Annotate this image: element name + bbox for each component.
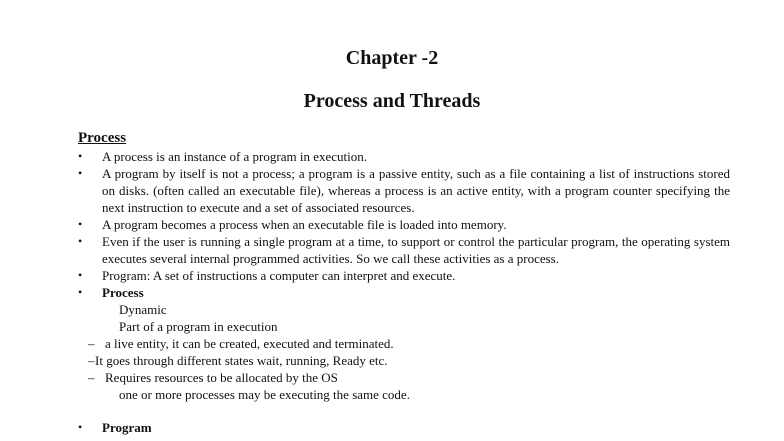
- page-title: Process and Threads: [303, 90, 481, 112]
- bullet-icon: •: [78, 166, 83, 180]
- list-item-text: A program becomes a process when an executable file is loaded into memory.: [102, 217, 507, 232]
- section-heading-process: Process: [78, 130, 127, 146]
- bullet-icon: •: [78, 285, 83, 299]
- process-sub-line: Dynamic: [119, 302, 167, 317]
- dash-icon: –: [88, 370, 95, 385]
- bullet-icon: •: [78, 149, 83, 163]
- list-item: [78, 233, 730, 267]
- bullet-icon: •: [78, 268, 83, 282]
- dash-item: [78, 352, 730, 369]
- dash-item: [78, 335, 730, 352]
- list-item: [78, 148, 730, 165]
- list-item-text: Program: A set of instructions a computer can interpret and execute.: [102, 268, 456, 283]
- dash-icon: –: [88, 353, 95, 368]
- dash-item-text: It goes through different states wait, running, Ready etc.: [95, 353, 388, 368]
- bullet-list: [78, 148, 730, 436]
- spacer: [78, 403, 730, 419]
- dash-item-text: Requires resources to be allocated by the OS: [105, 370, 338, 385]
- list-item-text: Even if the user is running a single program at a time, to support or control the particular program, the operating system executes several internal programmed activities. So we call these activities as a process.: [102, 234, 730, 266]
- dash-item-text: a live entity, it can be created, executed and terminated.: [105, 336, 394, 351]
- list-item-program: [78, 419, 730, 436]
- dash-item: [78, 369, 730, 386]
- list-item: [78, 165, 730, 216]
- list-item: [78, 267, 730, 284]
- dash-icon: –: [88, 336, 95, 351]
- bullet-icon: •: [78, 420, 83, 434]
- list-item: [78, 216, 730, 233]
- list-item-text: A program by itself is not a process; a program is a passive entity, such as a file containing a list of instructions stored on disks. (often called an executable file), whereas a process is an active entity, with a program counter specifying the next instruction to execute and a set of associated resources.: [102, 166, 730, 215]
- process-continuation: one or more processes may be executing the same code.: [119, 387, 410, 402]
- bullet-icon: •: [78, 234, 83, 248]
- bullet-icon: •: [78, 217, 83, 231]
- program-label: Program: [102, 420, 152, 435]
- process-sub-line: Part of a program in execution: [119, 319, 278, 334]
- chapter-heading: Chapter -2: [345, 47, 439, 69]
- list-item-text: A process is an instance of a program in execution.: [102, 149, 367, 164]
- process-label: Process: [102, 285, 144, 300]
- list-item-process: [78, 284, 730, 301]
